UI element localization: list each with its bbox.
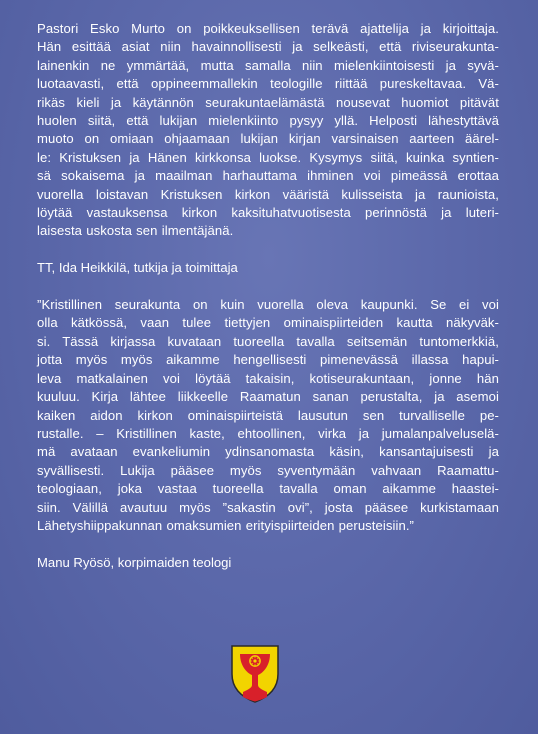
text-line: vuorella loistavan Kristuksen kirkon vääristä kulisseista ja raunioista, [37, 186, 499, 202]
text-line: jotta myös myös aikamme hengellisesti pimenevässä illassa hapui- [37, 352, 499, 368]
text-line: huolen siitä, että lukijan mielenkiinto pysyy yllä. Helposti lähestyttävä [37, 113, 499, 129]
text-line: le: Kristuksen ja Hänen kirkkonsa luokse. Kysymys siitä, kuinka syntien- [37, 149, 499, 165]
text-line: olla kätkössä, vaan tulee tiettyjen ominaispiirteiden kautta näkyväk- [37, 315, 499, 331]
text-line: kaiken aidon kirkon ominaispiirteistä lausutun sen turvalliselle pe- [37, 407, 499, 423]
text-line: syvällisesti. Lukija pääsee myös syventymään vahvaan Raamattu- [37, 462, 499, 478]
text-line: Lähetyshiippakunnan omaksumien erityispiirteiden perusteisiin.” [37, 517, 415, 533]
reviewer-signature: TT, Ida Heikkilä, tutkija ja toimittaja [37, 260, 238, 276]
text-line: si. Tässä kirjassa kuvataan tuoreella tavalla seitsemän tuntomerkkiä, [37, 333, 499, 349]
text-line: löytää vastauksensa kirkon kaksituhatvuotisesta perinnöstä ja luteri- [37, 205, 499, 221]
text-line: ”Kristillinen seurakunta on kuin vuorella oleva kaupunki. Se ei voi [37, 297, 499, 313]
text-line: rikäs kieli ja käytännön seurakuntaelämästä nousevat huomiot pitävät [37, 94, 499, 110]
text-line: leva matkalainen voi löytää takaisin, kotiseurakuntaan, jonne hän [37, 370, 499, 386]
text-line: siin. Välillä avautuu myös ”sakastin ovi”, josta pääsee kurkistamaan [37, 499, 499, 515]
text-line: lainenkin ne ymmärtää, mutta samalla niin mielenkiintoisesti ja syvä- [37, 57, 499, 73]
text-line: rustalle. – Kristillinen kaste, ehtoollinen, virka ja jumalanpalveluselä- [37, 425, 499, 441]
text-line: kuuluu. Kirja lähtee liikkeelle Raamatun sanan perustalta, ja asemoi [37, 389, 499, 405]
reviewer-signature: Manu Ryösö, korpimaiden teologi [37, 554, 232, 570]
text-line: mä avataan evankeliumin ydinsanomasta käsin, kansantajuisesti ja [37, 444, 499, 460]
description-paragraph [37, 20, 499, 241]
quote-paragraph [37, 296, 499, 535]
text-line: sä sokaisema ja maailman harhauttama ihminen voi pimeässä erottaa [37, 168, 499, 184]
text-line: Hän esittää asiat niin havainnollisesti ja selkeästi, että riviseurakunta- [37, 39, 499, 55]
text-line: laisesta uskosta sen ilmentäjänä. [37, 223, 234, 239]
coat-of-arms-icon [230, 644, 280, 704]
text-line: Pastori Esko Murto on poikkeuksellisen terävä ajattelija ja kirjoittaja. [37, 21, 499, 36]
text-line: teologiaan, joka vastaa tuoreella tavalla oman aikamme haastei- [37, 481, 499, 497]
back-cover-text [37, 20, 499, 572]
text-line: muoto on omiaan ohjaamaan lukijan kirjan varsinaisen aarteen äärel- [37, 131, 499, 147]
text-line: luotaavasti, että oppineemmallekin teologille riittää pureskeltavaa. Vä- [37, 76, 499, 92]
